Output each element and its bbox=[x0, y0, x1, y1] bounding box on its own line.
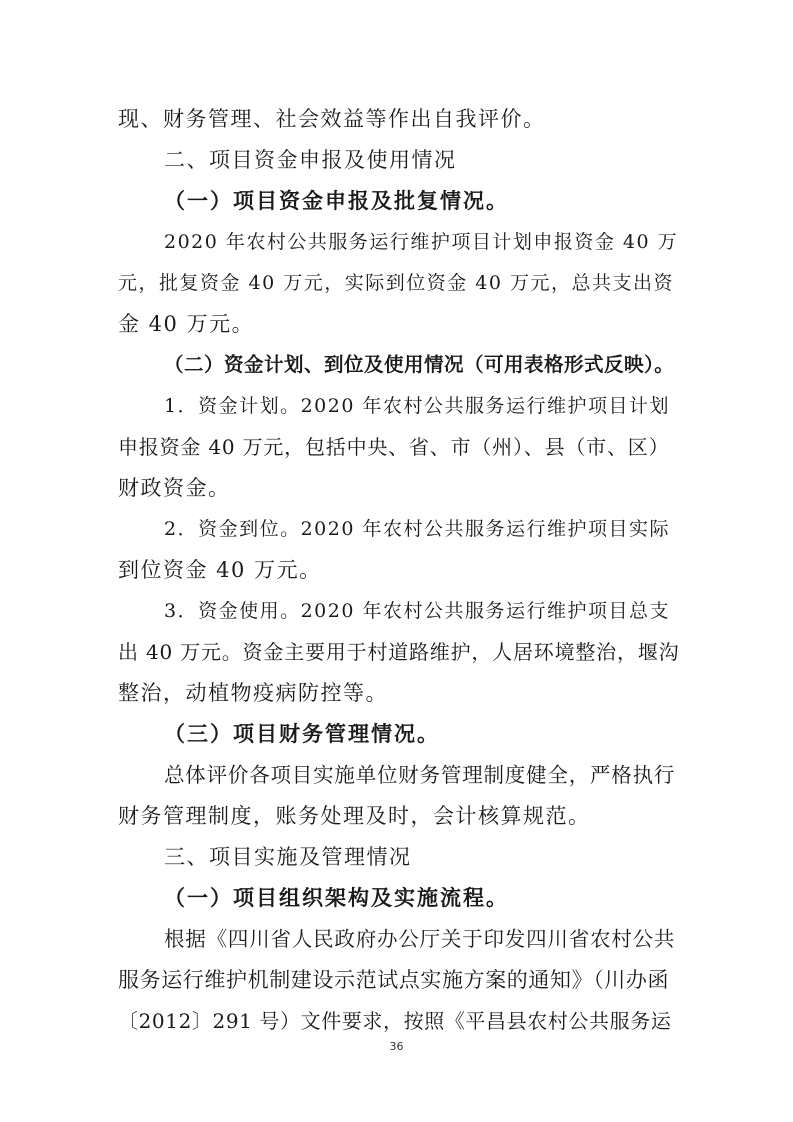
body-text-line: 整治，动植物疫病防控等。 bbox=[118, 681, 388, 705]
body-text-line: 1．资金计划。2020 年农村公共服务运行维护项目计划 bbox=[164, 395, 670, 417]
body-text-line: 总体评价各项目实施单位财务管理制度健全，严格执行 bbox=[164, 763, 676, 787]
section-heading-2: 二、项目资金申报及使用情况 bbox=[164, 148, 457, 172]
body-text-line: 3．资金使用。2020 年农村公共服务运行维护项目总支 bbox=[164, 600, 670, 622]
body-text-line: 现、财务管理、社会效益等作出自我评价。 bbox=[118, 107, 546, 131]
body-text-line: 金 40 万元。 bbox=[118, 312, 255, 336]
page-number: 36 bbox=[389, 1040, 404, 1053]
body-text-line: 财务管理制度，账务处理及时，会计核算规范。 bbox=[118, 804, 591, 828]
body-text-line: 2020 年农村公共服务运行维护项目计划申报资金 40 万 bbox=[164, 231, 679, 253]
body-text-line: 财政资金。 bbox=[118, 476, 231, 500]
body-text-line: 申报资金 40 万元，包括中央、省、市（州）、县（市、区） bbox=[118, 435, 670, 459]
subsection-heading-2-3: （三）项目财务管理情况。 bbox=[164, 722, 440, 746]
body-text-line: 出 40 万元。资金主要用于村道路维护，人居环境整治，堰沟 bbox=[118, 640, 680, 664]
subsection-heading-2-1: （一）项目资金申报及批复情况。 bbox=[164, 189, 509, 213]
body-text-line: 元，批复资金 40 万元，实际到位资金 40 万元，总共支出资 bbox=[118, 272, 675, 294]
body-text-line: 服务运行维护机制建设示范试点实施方案的通知》（川办函 bbox=[118, 968, 670, 992]
subsection-heading-2-2: （二）资金计划、到位及使用情况（可用表格形式反映）。 bbox=[164, 353, 675, 376]
body-text-line: 根据《四川省人民政府办公厅关于印发四川省农村公共 bbox=[164, 927, 676, 951]
body-text-line: 〔2012〕291 号）文件要求，按照《平昌县农村公共服务运 bbox=[118, 1009, 672, 1033]
subsection-heading-3-1: （一）项目组织架构及实施流程。 bbox=[164, 886, 509, 910]
body-text-line: 2．资金到位。2020 年农村公共服务运行维护项目实际 bbox=[164, 518, 670, 540]
section-heading-3: 三、项目实施及管理情况 bbox=[164, 845, 412, 869]
body-text-line: 到位资金 40 万元。 bbox=[118, 558, 322, 582]
